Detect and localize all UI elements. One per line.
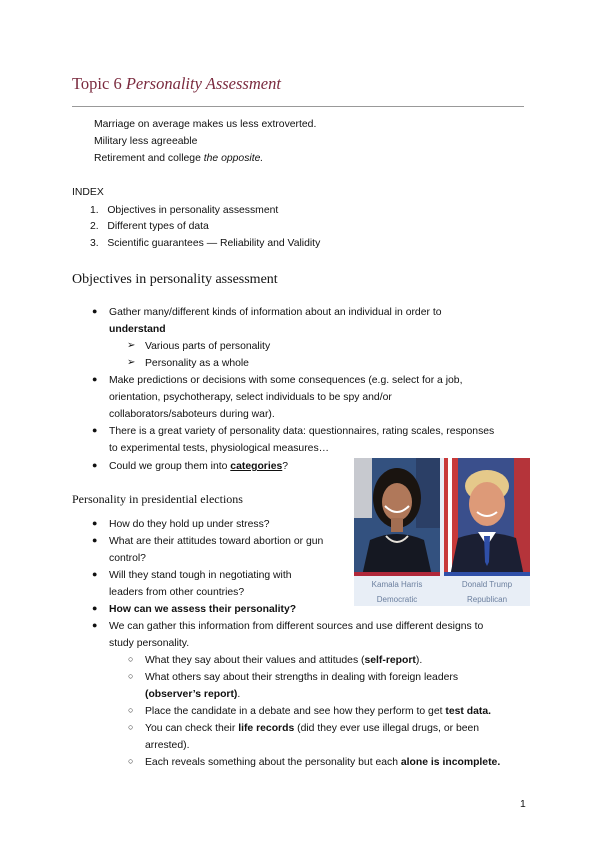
bullet-icon: ● <box>92 306 98 316</box>
elections-question-3-line-2: leaders from other countries? <box>109 587 245 598</box>
elections-question-1: How do they hold up under stress? <box>109 519 270 530</box>
candidate-photo-right <box>444 458 530 576</box>
categories-link[interactable]: categories <box>230 461 283 472</box>
elections-question-3-line-1: Will they stand tough in negotiating with <box>109 570 292 581</box>
objectives-bullet-1-line-1: Gather many/different kinds of information about an individual in order to <box>109 307 442 318</box>
portrait-left-image <box>354 458 440 576</box>
bullet-icon: ● <box>92 535 98 545</box>
elections-sub-4-line-2: arrested). <box>145 740 190 751</box>
bullet-icon: ● <box>92 518 98 528</box>
arrow-bullet-icon: ➢ <box>127 357 136 368</box>
elections-bullet-5-line-1: We can gather this information from different sources and use different designs to <box>109 621 484 632</box>
candidate-photos <box>354 458 530 606</box>
candidate-name-left: Kamala Harris <box>371 580 423 589</box>
circle-bullet-icon: ○ <box>128 722 134 732</box>
title-divider <box>72 106 524 107</box>
candidate-name-right: Donald Trump <box>461 580 513 589</box>
objectives-bullet-2-line-1: Make predictions or decisions with some consequences (e.g. select for a job, <box>109 375 463 386</box>
elections-sub-1: What they say about their values and attitudes (self-report). <box>145 655 423 666</box>
page-title: Topic 6 Personality Assessment <box>72 74 281 93</box>
objectives-sub-1: Various parts of personality <box>145 341 271 352</box>
index-item[interactable]: 1. Objectives in personality assessment <box>90 205 279 216</box>
index-item[interactable]: 2. Different types of data <box>90 221 209 232</box>
circle-bullet-icon: ○ <box>128 705 134 715</box>
section-heading-elections: Personality in presidential elections <box>72 492 243 506</box>
portrait-right-image <box>444 458 530 576</box>
objectives-bullet-3-line-1: There is a great variety of personality data: questionnaires, rating scales, responses <box>109 426 495 437</box>
candidate-party-left: Democratic <box>376 595 418 604</box>
arrow-bullet-icon: ➢ <box>127 340 136 351</box>
intro-line-1: Marriage on average makes us less extroverted. <box>94 119 317 130</box>
elections-sub-3: Place the candidate in a debate and see how they perform to get test data. <box>145 706 491 717</box>
elections-question-2-line-2: control? <box>109 553 146 564</box>
bullet-icon: ● <box>92 603 98 613</box>
index-item[interactable]: 3. Scientific guarantees — Reliability and Validity <box>90 238 321 249</box>
bullet-icon: ● <box>92 425 98 435</box>
elections-sub-2-line-1: What others say about their strengths in dealing with foreign leaders <box>145 672 459 683</box>
elections-sub-5: Each reveals something about the personality but each alone is incomplete. <box>145 757 501 768</box>
bullet-icon: ● <box>92 374 98 384</box>
candidate-party-right: Republican <box>466 595 508 604</box>
elections-question-2-line-1: What are their attitudes toward abortion or gun <box>109 536 324 547</box>
objectives-bullet-3-line-2: to experimental tests, physiological measures… <box>109 443 330 454</box>
elections-sub-2-line-2: (observer’s report). <box>145 689 241 700</box>
bullet-icon: ● <box>92 620 98 630</box>
elections-question-4: How can we assess their personality? <box>109 604 297 615</box>
index-heading: INDEX <box>72 187 104 198</box>
page-number: 1 <box>520 799 526 810</box>
elections-bullet-5-line-2: study personality. <box>109 638 190 649</box>
candidate-photo-left <box>354 458 440 576</box>
section-heading-objectives: Objectives in personality assessment <box>72 272 278 287</box>
bullet-icon: ● <box>92 569 98 579</box>
circle-bullet-icon: ○ <box>128 756 134 766</box>
bullet-icon: ● <box>92 460 98 470</box>
elections-sub-4-line-1: You can check their life records (did they ever use illegal drugs, or been <box>145 723 480 734</box>
objectives-bullet-4: Could we group them into categories? <box>109 461 289 472</box>
objectives-bullet-2-line-2: orientation, psychotherapy, select individuals to be spy and/or <box>109 392 392 403</box>
objectives-bullet-2-line-3: collaborators/saboteurs during war). <box>109 409 275 420</box>
objectives-sub-2: Personality as a whole <box>145 358 249 369</box>
intro-line-2: Military less agreeable <box>94 136 198 147</box>
intro-line-3: Retirement and college the opposite. <box>94 153 264 164</box>
circle-bullet-icon: ○ <box>128 671 134 681</box>
objectives-bullet-1-line-2: understand <box>109 324 166 335</box>
circle-bullet-icon: ○ <box>128 654 134 664</box>
